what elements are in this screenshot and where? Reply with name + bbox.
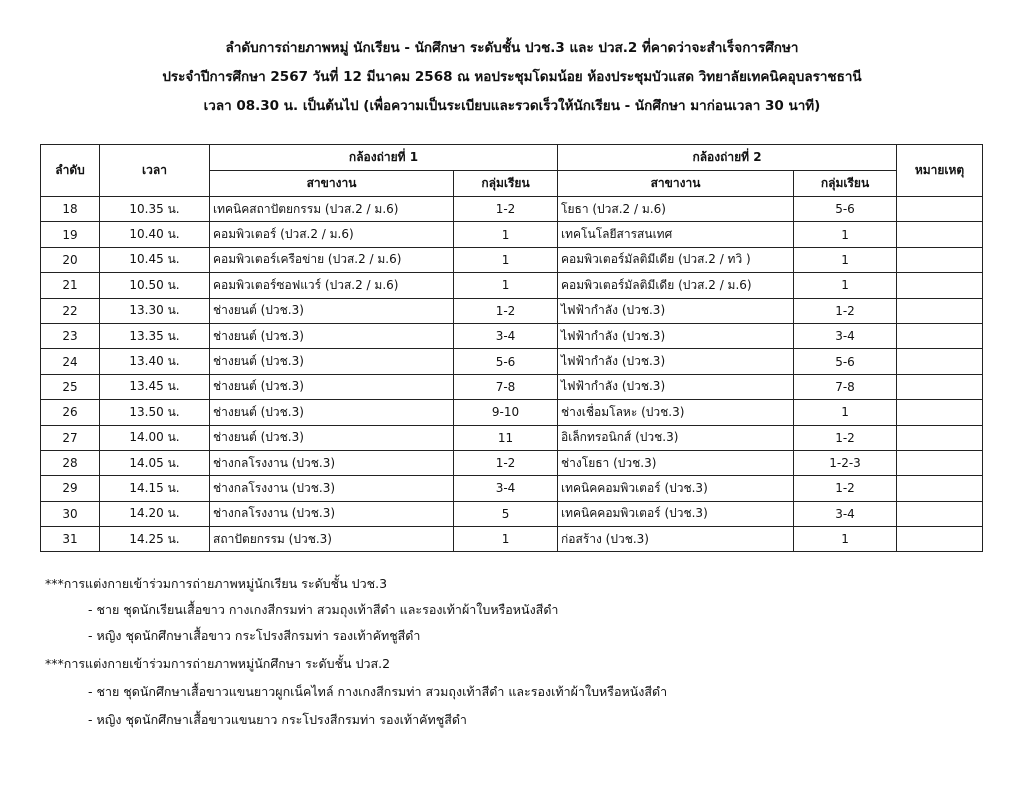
camera-2-department: เทคนิคคอมพิวเตอร์ (ปวช.3) bbox=[558, 476, 794, 501]
camera-1-group: 5 bbox=[454, 501, 558, 526]
col-remark-header: หมายเหตุ bbox=[897, 145, 983, 197]
camera-1-department: ช่างกลโรงงาน (ปวช.3) bbox=[210, 501, 454, 526]
row-number: 18 bbox=[41, 197, 100, 222]
camera-1-group: 1 bbox=[454, 222, 558, 247]
camera-2-group: 5-6 bbox=[794, 197, 897, 222]
camera-1-department: เทคนิคสถาปัตยกรรม (ปวส.2 / ม.6) bbox=[210, 197, 454, 222]
camera-1-dept-header: สาขางาน bbox=[210, 171, 454, 197]
camera-2-department: เทคโนโลยีสารสนเทศ bbox=[558, 222, 794, 247]
camera-1-group: 7-8 bbox=[454, 374, 558, 399]
camera-1-department: คอมพิวเตอร์ (ปวส.2 / ม.6) bbox=[210, 222, 454, 247]
row-number: 24 bbox=[41, 349, 100, 374]
row-number: 29 bbox=[41, 476, 100, 501]
camera-1-group: 3-4 bbox=[454, 476, 558, 501]
camera-2-department: คอมพิวเตอร์มัลติมีเดีย (ปวส.2 / ทวิ ) bbox=[558, 247, 794, 272]
table-row bbox=[41, 222, 983, 247]
row-remark bbox=[897, 476, 983, 501]
row-number: 21 bbox=[41, 273, 100, 298]
camera-2-group: 1-2-3 bbox=[794, 450, 897, 475]
row-number: 31 bbox=[41, 527, 100, 552]
row-number: 26 bbox=[41, 400, 100, 425]
pvc-dress-title: ***การแต่งกายเข้าร่วมการถ่ายภาพหมู่นักเรียน ระดับชั้น ปวช.3 bbox=[45, 576, 388, 591]
camera-2-department: เทคนิคคอมพิวเตอร์ (ปวช.3) bbox=[558, 501, 794, 526]
camera-2-group: 1 bbox=[794, 222, 897, 247]
camera-1-department: ช่างยนต์ (ปวช.3) bbox=[210, 425, 454, 450]
row-number: 25 bbox=[41, 374, 100, 399]
camera-1-department: ช่างยนต์ (ปวช.3) bbox=[210, 349, 454, 374]
row-remark bbox=[897, 349, 983, 374]
camera-1-department: ช่างยนต์ (ปวช.3) bbox=[210, 400, 454, 425]
schedule-table bbox=[40, 144, 983, 552]
row-time: 13.35 น. bbox=[100, 323, 210, 348]
camera-2-department: ไฟฟ้ากำลัง (ปวช.3) bbox=[558, 349, 794, 374]
camera-1-group-header: กลุ่มเรียน bbox=[454, 171, 558, 197]
camera-2-department: ก่อสร้าง (ปวช.3) bbox=[558, 527, 794, 552]
camera-2-department: อิเล็กทรอนิกส์ (ปวช.3) bbox=[558, 425, 794, 450]
camera-1-department: ช่างกลโรงงาน (ปวช.3) bbox=[210, 476, 454, 501]
table-row bbox=[41, 298, 983, 323]
camera-2-header: กล้องถ่ายที่ 2 bbox=[558, 145, 897, 171]
camera-2-group: 7-8 bbox=[794, 374, 897, 399]
header-row-1 bbox=[41, 145, 983, 171]
camera-1-department: ช่างยนต์ (ปวช.3) bbox=[210, 323, 454, 348]
table-row bbox=[41, 323, 983, 348]
row-time: 14.20 น. bbox=[100, 501, 210, 526]
row-number: 23 bbox=[41, 323, 100, 348]
pvs-dress-female: - หญิง ชุดนักศึกษาเสื้อขาวแขนยาว กระโปรงสีกรมท่า รองเท้าคัทชูสีดำ bbox=[88, 712, 467, 727]
camera-2-department: ช่างโยธา (ปวช.3) bbox=[558, 450, 794, 475]
camera-2-group: 1 bbox=[794, 527, 897, 552]
camera-2-group: 1-2 bbox=[794, 298, 897, 323]
camera-1-department: คอมพิวเตอร์ซอฟแวร์ (ปวส.2 / ม.6) bbox=[210, 273, 454, 298]
camera-2-department: คอมพิวเตอร์มัลติมีเดีย (ปวส.2 / ม.6) bbox=[558, 273, 794, 298]
table-row bbox=[41, 527, 983, 552]
table-row bbox=[41, 374, 983, 399]
row-remark bbox=[897, 527, 983, 552]
camera-2-dept-header: สาขางาน bbox=[558, 171, 794, 197]
row-number: 22 bbox=[41, 298, 100, 323]
camera-2-group: 3-4 bbox=[794, 323, 897, 348]
row-remark bbox=[897, 247, 983, 272]
col-time-header: เวลา bbox=[100, 145, 210, 197]
camera-2-department: ไฟฟ้ากำลัง (ปวช.3) bbox=[558, 374, 794, 399]
table-row bbox=[41, 349, 983, 374]
table-row bbox=[41, 476, 983, 501]
row-time: 13.50 น. bbox=[100, 400, 210, 425]
table-row bbox=[41, 273, 983, 298]
row-remark bbox=[897, 374, 983, 399]
camera-1-group: 3-4 bbox=[454, 323, 558, 348]
camera-1-department: คอมพิวเตอร์เครือข่าย (ปวส.2 / ม.6) bbox=[210, 247, 454, 272]
row-time: 10.35 น. bbox=[100, 197, 210, 222]
row-time: 13.30 น. bbox=[100, 298, 210, 323]
camera-2-group: 1 bbox=[794, 247, 897, 272]
table-row bbox=[41, 400, 983, 425]
row-time: 14.00 น. bbox=[100, 425, 210, 450]
row-number: 19 bbox=[41, 222, 100, 247]
camera-1-group: 11 bbox=[454, 425, 558, 450]
camera-1-group: 1 bbox=[454, 273, 558, 298]
row-time: 14.25 น. bbox=[100, 527, 210, 552]
table-row bbox=[41, 450, 983, 475]
row-time: 14.05 น. bbox=[100, 450, 210, 475]
camera-1-group: 1-2 bbox=[454, 450, 558, 475]
row-remark bbox=[897, 400, 983, 425]
camera-1-department: ช่างยนต์ (ปวช.3) bbox=[210, 374, 454, 399]
camera-2-department: ไฟฟ้ากำลัง (ปวช.3) bbox=[558, 298, 794, 323]
camera-2-group: 1 bbox=[794, 400, 897, 425]
camera-1-department: ช่างกลโรงงาน (ปวช.3) bbox=[210, 450, 454, 475]
camera-1-group: 1 bbox=[454, 527, 558, 552]
row-time: 10.40 น. bbox=[100, 222, 210, 247]
camera-1-group: 5-6 bbox=[454, 349, 558, 374]
document-time-note: เวลา 08.30 น. เป็นต้นไป (เพื่อความเป็นระเบียบและรวดเร็วให้นักเรียน - นักศึกษา มาก่อนเวลา 30 นาที) bbox=[203, 98, 821, 114]
camera-1-department: สถาปัตยกรรม (ปวช.3) bbox=[210, 527, 454, 552]
camera-2-department: ไฟฟ้ากำลัง (ปวช.3) bbox=[558, 323, 794, 348]
row-remark bbox=[897, 425, 983, 450]
row-time: 10.50 น. bbox=[100, 273, 210, 298]
camera-2-group: 1-2 bbox=[794, 476, 897, 501]
table-row bbox=[41, 425, 983, 450]
row-time: 13.40 น. bbox=[100, 349, 210, 374]
document-title: ลำดับการถ่ายภาพหมู่ นักเรียน - นักศึกษา ระดับชั้น ปวช.3 และ ปวส.2 ที่คาดว่าจะสำเร็จการศึกษา bbox=[225, 40, 799, 56]
camera-2-department: โยธา (ปวส.2 / ม.6) bbox=[558, 197, 794, 222]
row-time: 13.45 น. bbox=[100, 374, 210, 399]
camera-1-header: กล้องถ่ายที่ 1 bbox=[210, 145, 558, 171]
table-row bbox=[41, 247, 983, 272]
camera-2-group: 1-2 bbox=[794, 425, 897, 450]
row-time: 14.15 น. bbox=[100, 476, 210, 501]
row-number: 28 bbox=[41, 450, 100, 475]
camera-2-group-header: กลุ่มเรียน bbox=[794, 171, 897, 197]
row-remark bbox=[897, 273, 983, 298]
camera-1-group: 1 bbox=[454, 247, 558, 272]
camera-1-group: 1-2 bbox=[454, 197, 558, 222]
pvc-dress-female: - หญิง ชุดนักศึกษาเสื้อขาว กระโปรงสีกรมท่า รองเท้าคัทชูสีดำ bbox=[88, 628, 421, 643]
row-number: 27 bbox=[41, 425, 100, 450]
row-remark bbox=[897, 298, 983, 323]
camera-2-group: 3-4 bbox=[794, 501, 897, 526]
camera-2-department: ช่างเชื่อมโลหะ (ปวช.3) bbox=[558, 400, 794, 425]
col-order-header: ลำดับ bbox=[41, 145, 100, 197]
document-subtitle: ประจำปีการศึกษา 2567 วันที่ 12 มีนาคม 2568 ณ หอประชุมโดมน้อย ห้องประชุมบัวแสด วิทยาลัยเทคนิคอุบลราชธานี bbox=[162, 69, 862, 85]
row-remark bbox=[897, 323, 983, 348]
row-number: 30 bbox=[41, 501, 100, 526]
camera-2-group: 5-6 bbox=[794, 349, 897, 374]
table-row bbox=[41, 197, 983, 222]
camera-1-group: 1-2 bbox=[454, 298, 558, 323]
pvc-dress-male: - ชาย ชุดนักเรียนเสื้อขาว กางเกงสีกรมท่า สวมถุงเท้าสีดำ และรองเท้าผ้าใบหรือหนังสีดำ bbox=[88, 602, 559, 617]
pvs-dress-male: - ชาย ชุดนักศึกษาเสื้อขาวแขนยาวผูกเน็คไทล์ กางเกงสีกรมท่า สวมถุงเท้าสีดำ และรองเท้าผ้าใบหรือหนังสีดำ bbox=[88, 684, 668, 699]
table-row bbox=[41, 501, 983, 526]
row-number: 20 bbox=[41, 247, 100, 272]
row-remark bbox=[897, 450, 983, 475]
row-remark bbox=[897, 222, 983, 247]
camera-1-department: ช่างยนต์ (ปวช.3) bbox=[210, 298, 454, 323]
row-time: 10.45 น. bbox=[100, 247, 210, 272]
pvs-dress-title: ***การแต่งกายเข้าร่วมการถ่ายภาพหมู่นักศึกษา ระดับชั้น ปวส.2 bbox=[45, 656, 391, 671]
camera-1-group: 9-10 bbox=[454, 400, 558, 425]
camera-2-group: 1 bbox=[794, 273, 897, 298]
row-remark bbox=[897, 197, 983, 222]
row-remark bbox=[897, 501, 983, 526]
